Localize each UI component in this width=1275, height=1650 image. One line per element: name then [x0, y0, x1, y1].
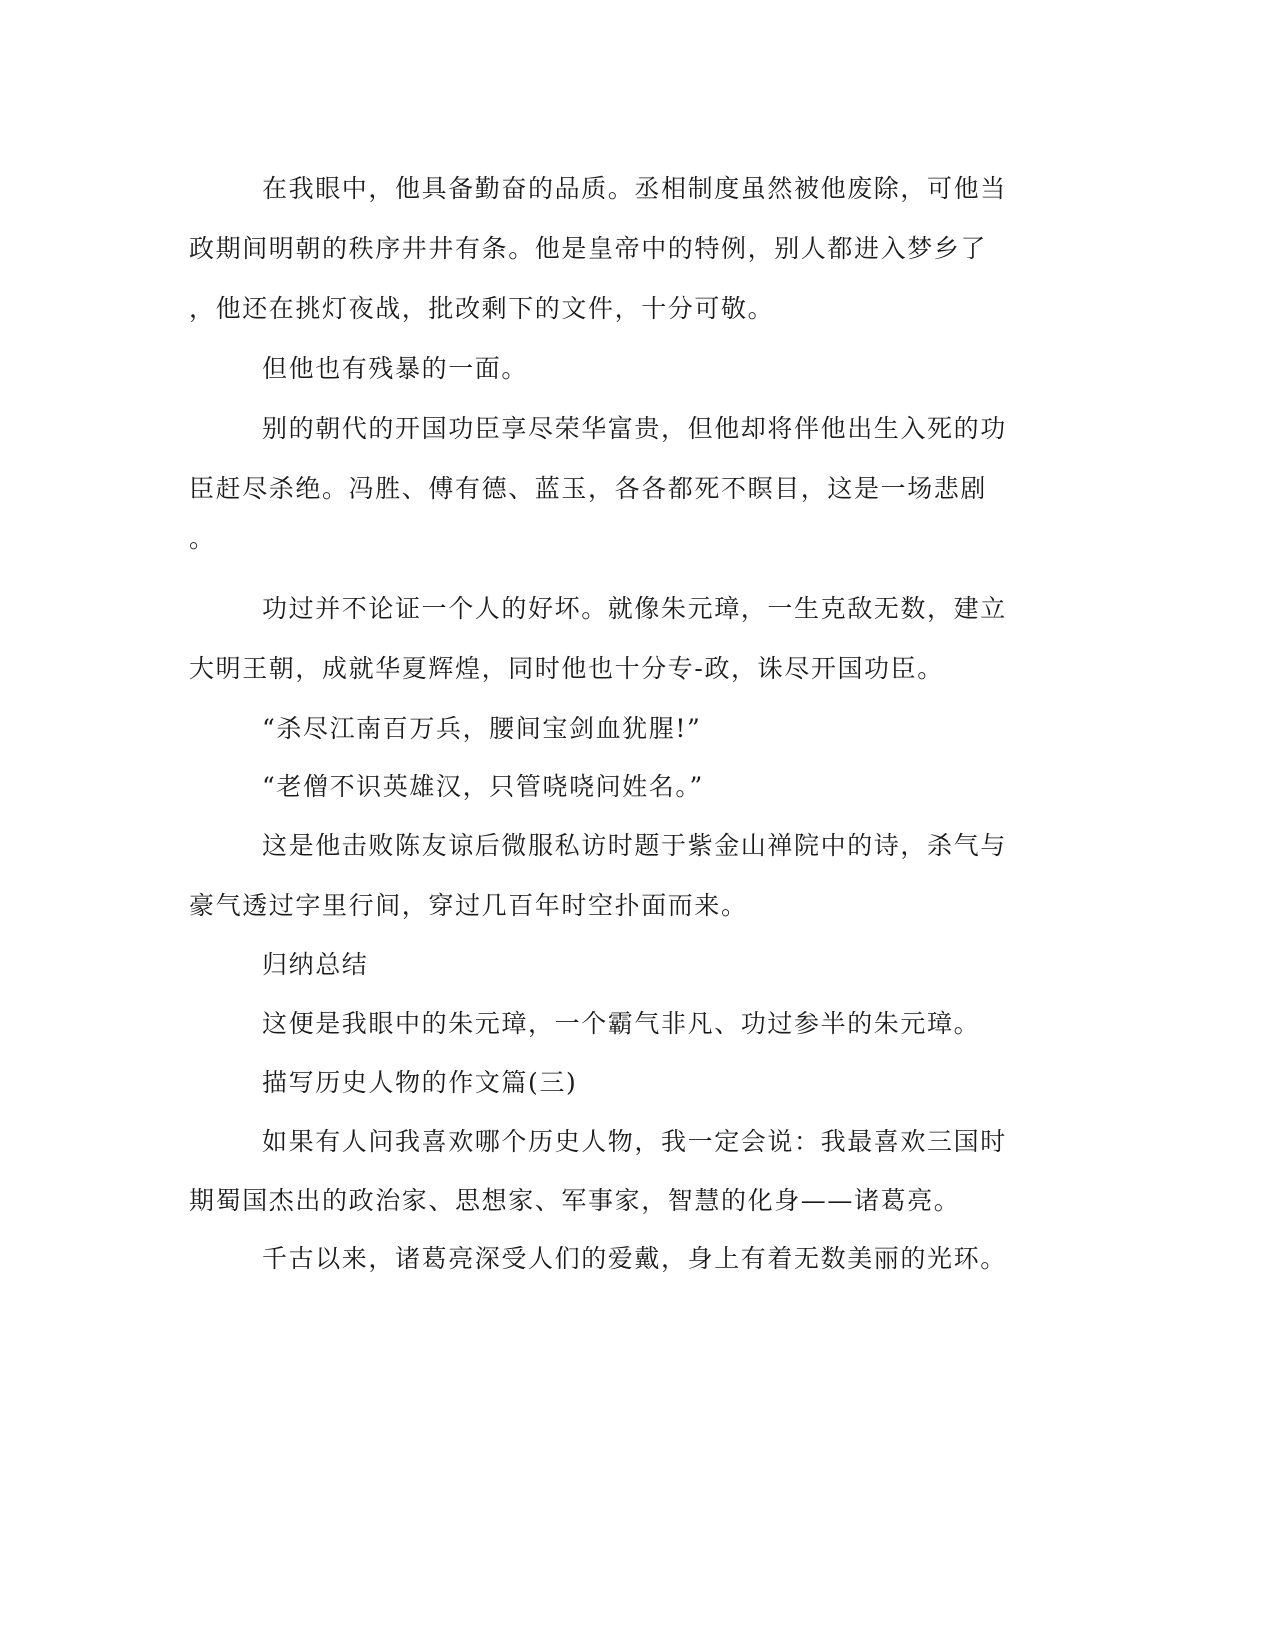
- text-line: 豪气透过字里行间，穿过几百年时空扑面而来。: [189, 891, 748, 920]
- text-line: 期蜀国杰出的政治家、思想家、军事家，智慧的化身——诸葛亮。: [189, 1186, 961, 1215]
- text-line: 别的朝代的开国功臣享尽荣华富贵，但他却将伴他出生入死的功: [262, 414, 1007, 443]
- text-line: 。: [189, 524, 216, 553]
- section-heading: 描写历史人物的作文篇(三): [262, 1068, 578, 1097]
- text-line: 在我眼中，他具备勤奋的品质。丞相制度虽然被他废除，可他当: [262, 174, 1007, 203]
- text-line: “杀尽江南百万兵，腰间宝剑血犹腥!”: [262, 714, 702, 743]
- text-line: 功过并不论证一个人的好坏。就像朱元璋，一生克敌无数，建立: [262, 594, 1007, 623]
- text-line: 这便是我眼中的朱元璋，一个霸气非凡、功过参半的朱元璋。: [262, 1009, 981, 1038]
- section-heading: 归纳总结: [262, 950, 369, 979]
- text-line: 这是他击败陈友谅后微服私访时题于紫金山禅院中的诗，杀气与: [262, 831, 1007, 860]
- text-line: 政期间明朝的秩序井井有条。他是皇帝中的特例，别人都进入梦乡了: [189, 234, 988, 263]
- text-line: 如果有人问我喜欢哪个历史人物，我一定会说：我最喜欢三国时: [262, 1127, 1007, 1156]
- text-line: 千古以来，诸葛亮深受人们的爱戴，身上有着无数美丽的光环。: [262, 1244, 1007, 1273]
- text-line: “老僧不识英雄汉，只管哓哓问姓名。”: [262, 772, 704, 801]
- text-line: 大明王朝，成就华夏辉煌，同时他也十分专-政，诛尽开国功臣。: [189, 654, 944, 683]
- text-line: 臣赶尽杀绝。冯胜、傅有德、蓝玉，各各都死不瞑目，这是一场悲剧: [189, 474, 988, 503]
- text-line: 但他也有残暴的一面。: [262, 354, 529, 383]
- text-line: ，他还在挑灯夜战，批改剩下的文件，十分可敬。: [189, 294, 775, 323]
